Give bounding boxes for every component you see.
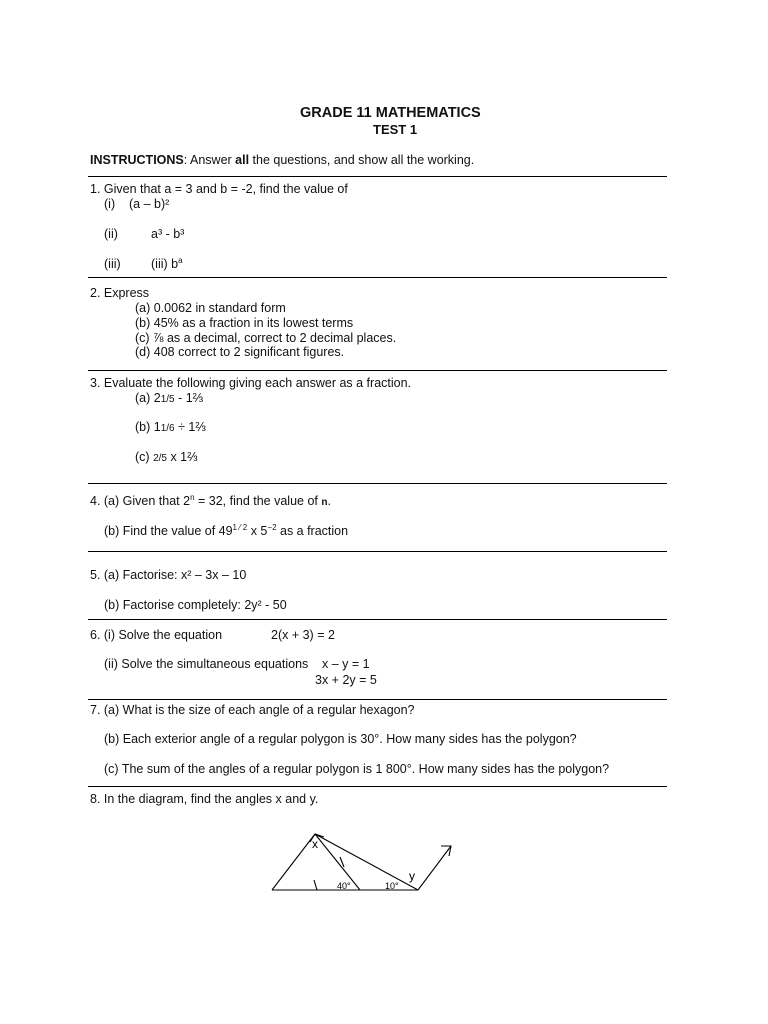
q4-a-pre: 4. (a) Given that 2: [90, 494, 191, 508]
extension-ray: [418, 846, 451, 890]
divider: [88, 483, 667, 484]
q3-stem: 3. Evaluate the following giving each answer as a fraction.: [90, 376, 412, 390]
q4-a-end: .: [327, 494, 331, 508]
instructions-label: INSTRUCTIONS: [90, 153, 184, 167]
q3-a-pre: (a) 2: [135, 391, 161, 405]
q2-d: (d) 408 correct to 2 significant figures.: [135, 345, 345, 359]
q1-iii-text: (iii) b: [151, 257, 179, 271]
q3-c-post: x 1⅔: [166, 450, 198, 464]
q1-iii-num: (iii): [104, 257, 121, 271]
page-title: GRADE 11 MATHEMATICS: [300, 105, 481, 121]
q7-b: (b) Each exterior angle of a regular polygon is 30°. How many sides has the polygon?: [104, 732, 577, 746]
q4-a-mid: = 32, find the value of: [194, 494, 322, 508]
q3-a-frac: 1/5: [160, 394, 175, 405]
q1-i-text: (a – b)²: [129, 197, 170, 211]
q3-c-frac: 2/5: [153, 453, 167, 464]
q4-b-sup1: 1 ⁄ 2: [232, 523, 248, 532]
q3-b-frac: 1/6: [160, 423, 175, 434]
q1-ii-num: (ii): [104, 227, 118, 241]
q4-a-var: n: [321, 497, 328, 508]
q4-b: [104, 524, 348, 539]
angle-label-40: 40°: [337, 881, 351, 891]
divider: [88, 619, 667, 620]
q5-a: 5. (a) Factorise: x² – 3x – 10: [90, 568, 247, 582]
apex-to-right: [315, 834, 418, 890]
q4-b-post: as a fraction: [276, 524, 349, 538]
q2-c: (c) ⅞ as a decimal, correct to 2 decimal places.: [135, 331, 397, 345]
q3-b: [135, 420, 206, 436]
q1-stem: 1. Given that a = 3 and b = -2, find the value of: [90, 182, 348, 196]
q6-i-label: 6. (i) Solve the equation: [90, 628, 223, 642]
label-y: y: [409, 869, 415, 883]
q7-c: (c) The sum of the angles of a regular polygon is 1 800°. How many sides has the polygon?: [104, 762, 610, 776]
q6-i-equation: 2(x + 3) = 2: [271, 628, 335, 642]
q3-c-pre: (c): [135, 450, 154, 464]
q2-b: (b) 45% as a fraction in its lowest terms: [135, 316, 354, 330]
q2-a: (a) 0.0062 in standard form: [135, 301, 286, 315]
divider: [88, 176, 667, 177]
divider: [88, 370, 667, 371]
left-side: [272, 834, 315, 890]
q4-b-sup2: −2: [267, 523, 277, 532]
angle-label-10: 10°: [385, 881, 399, 891]
instructions: [90, 153, 474, 168]
q7-a: 7. (a) What is the size of each angle of a regular hexagon?: [90, 703, 415, 717]
q4-b-pre: (b) Find the value of 49: [104, 524, 233, 538]
divider: [88, 277, 667, 278]
instructions-post: the questions, and show all the working.: [249, 153, 475, 167]
q2-stem: 2. Express: [90, 286, 150, 300]
tick-mark-1: [314, 880, 317, 890]
q1-iii-sup: a: [178, 256, 183, 265]
q6-ii-equation-1: x – y = 1: [322, 657, 370, 671]
q4-a: [90, 494, 331, 510]
q3-b-pre: (b) 1: [135, 420, 161, 434]
q4-b-mid: x 5: [247, 524, 268, 538]
q5-b: (b) Factorise completely: 2y² - 50: [104, 598, 287, 612]
page-subtitle: TEST 1: [373, 122, 418, 137]
divider: [88, 786, 667, 787]
q6-ii-equation-2: 3x + 2y = 5: [315, 673, 377, 687]
q8-stem: 8. In the diagram, find the angles x and y.: [90, 792, 319, 806]
q1-ii-text: a³ - b³: [151, 227, 185, 241]
divider: [88, 551, 667, 552]
instructions-emphasis: all: [235, 153, 250, 167]
q3-a: [135, 391, 203, 407]
q3-a-post: - 1⅔: [174, 391, 204, 405]
instructions-pre: : Answer: [183, 153, 236, 167]
label-x: x: [312, 837, 318, 851]
q6-ii-label: (ii) Solve the simultaneous equations: [104, 657, 309, 671]
q3-c: [135, 450, 198, 466]
angle-diagram: [255, 822, 475, 902]
q3-b-post: ÷ 1⅔: [174, 420, 206, 434]
q1-i-num: (i): [104, 197, 116, 211]
q1-iii-expr: [151, 257, 183, 272]
q4-a-sup: n: [190, 493, 195, 502]
divider: [88, 699, 667, 700]
